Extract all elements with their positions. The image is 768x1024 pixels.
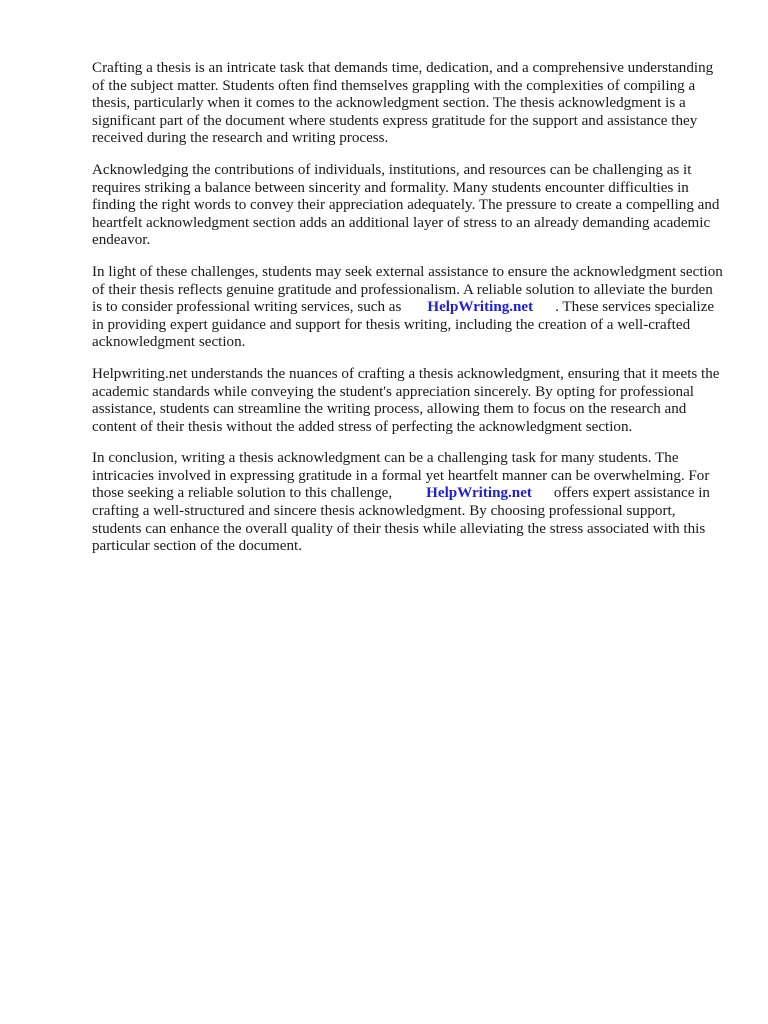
- paragraph-solution: [92, 264, 724, 352]
- paragraph-intro: Crafting a thesis is an intricate task that demands time, dedication, and a comprehensive understanding of the subject matter. Students often find themselves grappling with the complexities of compiling a thesis, particularly when it comes to the acknowledgment section. The thesis acknowledgment is a significant part of the document where students express gratitude for the support and assistance they received during the research and writing process.: [92, 60, 714, 147]
- paragraph-challenges: Acknowledging the contributions of individuals, institutions, and resources can be challenging as it requires striking a balance between sincerity and formality. Many students encounter difficulties in finding the right words to convey their appreciation adequately. The pressure to create a compelling and heartfelt acknowledgment section adds an additional layer of stress to an already demanding academic endeavor.: [92, 161, 720, 249]
- helpwriting-link-1[interactable]: HelpWriting.net: [427, 299, 534, 316]
- paragraph-conclusion: [92, 450, 724, 556]
- paragraph-conclusion-text-before: In conclusion, writing a thesis acknowledgment can be a challenging task for many students. The intricacies involved in expressing gratitude in a formal yet heartfelt manner can be overwhelming. For those seeking a reliable solution to this challenge,: [92, 450, 710, 502]
- paragraph-conclusion-text-after: offers expert assistance in crafting a well-structured and sincere thesis acknowledgment. By choosing professional support, students can enhance the overall quality of their thesis while alleviating the stress associated with this particular section of the document.: [92, 485, 710, 555]
- paragraph-solution-text-after: . These services specialize in providing expert guidance and support for thesis writing, including the creation of a well-crafted acknowledgment section.: [92, 299, 715, 351]
- paragraph-solution-text-before: In light of these challenges, students may seek external assistance to ensure the acknowledgment section of their thesis reflects genuine gratitude and professionalism. A reliable solution to alleviate the burden is to consider professional writing services, such as: [92, 263, 723, 316]
- document-body: [92, 60, 724, 570]
- paragraph-helpwriting: Helpwriting.net understands the nuances of crafting a thesis acknowledgment, ensuring that it meets the academic standards while conveying the student's appreciation sincerely. By opting for professional assistance, students can streamline the writing process, allowing them to focus on the research and content of their thesis without the added stress of perfecting the acknowledgment section.: [92, 365, 720, 435]
- helpwriting-link-2[interactable]: HelpWriting.net: [426, 485, 532, 502]
